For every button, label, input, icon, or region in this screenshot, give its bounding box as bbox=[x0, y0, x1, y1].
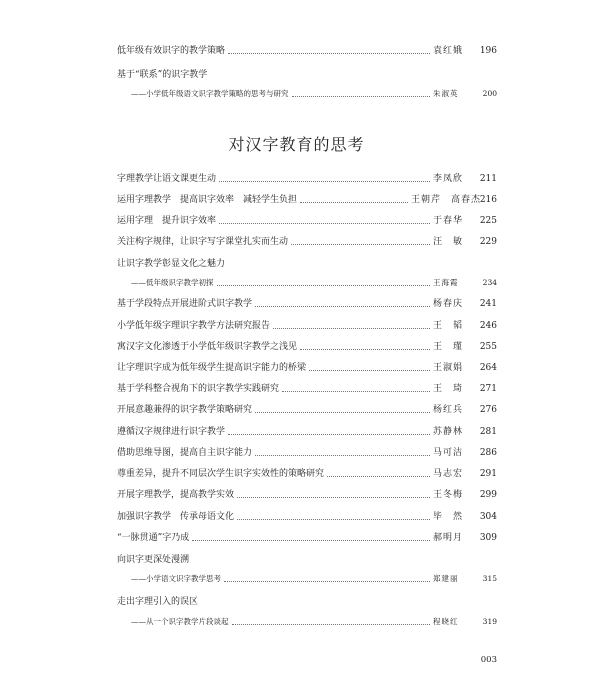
entry-author: 马可洁 bbox=[433, 448, 464, 458]
toc-entry bbox=[117, 171, 497, 187]
entry-title: 走出字理引入的误区 bbox=[117, 597, 199, 607]
toc-entry bbox=[117, 487, 497, 503]
entry-page-number: 281 bbox=[479, 427, 497, 437]
dot-leader bbox=[228, 53, 430, 54]
entry-title: 寓汉字文化渗透于小学低年级识字教学之浅见 bbox=[117, 342, 298, 352]
toc-entry bbox=[117, 213, 497, 229]
entry-page-number: 319 bbox=[482, 617, 497, 626]
toc-entry bbox=[131, 86, 497, 102]
entry-title: 字理教学让语文课更生动 bbox=[117, 174, 217, 184]
entry-author: 郑建丽 bbox=[433, 574, 459, 583]
entry-author: 王淑娟 bbox=[433, 363, 464, 373]
dot-leader bbox=[228, 434, 430, 435]
entry-author: 王 瑾 bbox=[433, 342, 464, 352]
entry-title: 尊重差异，提升不同层次学生识字实效性的策略研究 bbox=[117, 469, 325, 479]
entry-author: 王朝芹 高春杰 bbox=[411, 195, 482, 205]
dot-leader bbox=[292, 96, 431, 97]
toc-entry bbox=[117, 381, 497, 397]
entry-page-number: 234 bbox=[482, 278, 497, 287]
page-folio: 003 bbox=[480, 655, 497, 665]
toc-entry bbox=[117, 318, 497, 334]
entry-author: 朱淑英 bbox=[433, 89, 459, 98]
toc-entry bbox=[117, 43, 497, 59]
entry-page-number: 304 bbox=[479, 512, 497, 522]
entry-author: 汪 敏 bbox=[433, 237, 464, 247]
entry-page-number: 264 bbox=[479, 363, 497, 373]
entry-page-number: 255 bbox=[479, 342, 497, 352]
entry-author: 王海霞 bbox=[433, 278, 459, 287]
toc-entry bbox=[131, 275, 497, 291]
entry-title: ——低年级识字教学初探 bbox=[131, 278, 214, 287]
toc-entry bbox=[117, 445, 497, 461]
entry-page-number: 216 bbox=[479, 195, 497, 205]
entry-title: 基于学段特点开展进阶式识字教学 bbox=[117, 299, 253, 309]
entry-title: 让字理识字成为低年级学生提高识字能力的桥梁 bbox=[117, 363, 307, 373]
entry-page-number: 200 bbox=[482, 89, 497, 98]
toc-entry bbox=[131, 571, 497, 587]
entry-author: 苏静林 bbox=[433, 427, 464, 437]
dot-leader bbox=[237, 519, 430, 520]
entry-title: 低年级有效识字的教学策略 bbox=[117, 46, 226, 56]
entry-title: “一脉贯通”字乃成 bbox=[117, 533, 190, 543]
toc-entry bbox=[117, 466, 497, 482]
entry-author: 毕 然 bbox=[433, 512, 464, 522]
entry-author: 于春华 bbox=[433, 216, 464, 226]
dot-leader bbox=[255, 455, 430, 456]
entry-page-number: 271 bbox=[479, 384, 497, 394]
toc-entry bbox=[131, 614, 497, 630]
entry-title: 借助思维导图，提高自主识字能力 bbox=[117, 448, 253, 458]
dot-leader bbox=[224, 581, 430, 582]
toc-entry bbox=[117, 424, 497, 440]
toc-entry bbox=[117, 339, 497, 355]
entry-title: 开展字理教学，提高教学实效 bbox=[117, 490, 235, 500]
entry-title: ——小学低年级语文识字教学策略的思考与研究 bbox=[131, 89, 289, 98]
entry-title: 运用字理 提升识字效率 bbox=[117, 216, 217, 226]
dot-leader bbox=[217, 285, 431, 286]
dot-leader bbox=[300, 202, 408, 203]
toc-entry bbox=[117, 552, 497, 568]
entry-title: 基于“联系”的识字教学 bbox=[117, 70, 208, 80]
entry-author: 杨春庆 bbox=[433, 299, 464, 309]
dot-leader bbox=[255, 412, 430, 413]
entry-author: 郝明月 bbox=[433, 533, 464, 543]
entry-page-number: 286 bbox=[479, 448, 497, 458]
dot-leader bbox=[309, 370, 430, 371]
toc-entry bbox=[117, 509, 497, 525]
entry-title: ——小学语文识字教学思考 bbox=[131, 574, 221, 583]
toc-entry bbox=[117, 192, 497, 208]
entry-page-number: 225 bbox=[479, 216, 497, 226]
dot-leader bbox=[219, 223, 430, 224]
entry-page-number: 276 bbox=[479, 405, 497, 415]
entry-page-number: 291 bbox=[479, 469, 497, 479]
entry-page-number: 211 bbox=[479, 174, 497, 184]
entry-title: 开展意趣兼得的识字教学策略研究 bbox=[117, 405, 253, 415]
entry-author: 马志宏 bbox=[433, 469, 464, 479]
entry-title: 遵循汉字规律进行识字教学 bbox=[117, 427, 226, 437]
toc-entry bbox=[117, 67, 497, 83]
entry-title: 运用字理教学 提高识字效率 减轻学生负担 bbox=[117, 195, 298, 205]
toc-entry bbox=[117, 296, 497, 312]
section-heading: 对汉字教育的思考 bbox=[228, 135, 365, 154]
entry-title: 小学低年级字理识字教学方法研究报告 bbox=[117, 321, 271, 331]
entry-author: 袁红娥 bbox=[433, 46, 464, 56]
dot-leader bbox=[219, 181, 430, 182]
dot-leader bbox=[237, 497, 430, 498]
entry-title: 加强识字教学 传承母语文化 bbox=[117, 512, 235, 522]
entry-page-number: 309 bbox=[479, 533, 497, 543]
dot-leader bbox=[327, 476, 430, 477]
dot-leader bbox=[291, 244, 430, 245]
entry-page-number: 315 bbox=[482, 574, 497, 583]
dot-leader bbox=[300, 349, 430, 350]
entry-page-number: 229 bbox=[479, 237, 497, 247]
entry-author: 杨红兵 bbox=[433, 405, 464, 415]
entry-title: 让识字教学彰显文化之魅力 bbox=[117, 259, 226, 269]
entry-author: 王 韬 bbox=[433, 321, 464, 331]
toc-entry bbox=[117, 594, 497, 610]
dot-leader bbox=[273, 328, 430, 329]
entry-title: ——从一个识字教学片段谈起 bbox=[131, 617, 229, 626]
dot-leader bbox=[232, 624, 431, 625]
toc-entry bbox=[117, 256, 497, 272]
dot-leader bbox=[192, 540, 430, 541]
entry-title: 基于学科整合视角下的识字教学实践研究 bbox=[117, 384, 280, 394]
toc-entry bbox=[117, 530, 497, 546]
entry-page-number: 299 bbox=[479, 490, 497, 500]
dot-leader bbox=[255, 306, 430, 307]
toc-entry bbox=[117, 234, 497, 250]
dot-leader bbox=[282, 391, 430, 392]
entry-author: 程晓红 bbox=[433, 617, 459, 626]
toc-entry bbox=[117, 360, 497, 376]
entry-author: 李凤欣 bbox=[433, 174, 464, 184]
toc-entry bbox=[117, 402, 497, 418]
entry-title: 向识字更深处漫溯 bbox=[117, 555, 190, 565]
entry-author: 王冬梅 bbox=[433, 490, 464, 500]
entry-page-number: 241 bbox=[479, 299, 497, 309]
entry-page-number: 246 bbox=[479, 321, 497, 331]
entry-title: 关注构字规律，让识字写字课堂扎实而生动 bbox=[117, 237, 289, 247]
entry-page-number: 196 bbox=[479, 46, 497, 56]
entry-author: 王 琦 bbox=[433, 384, 464, 394]
